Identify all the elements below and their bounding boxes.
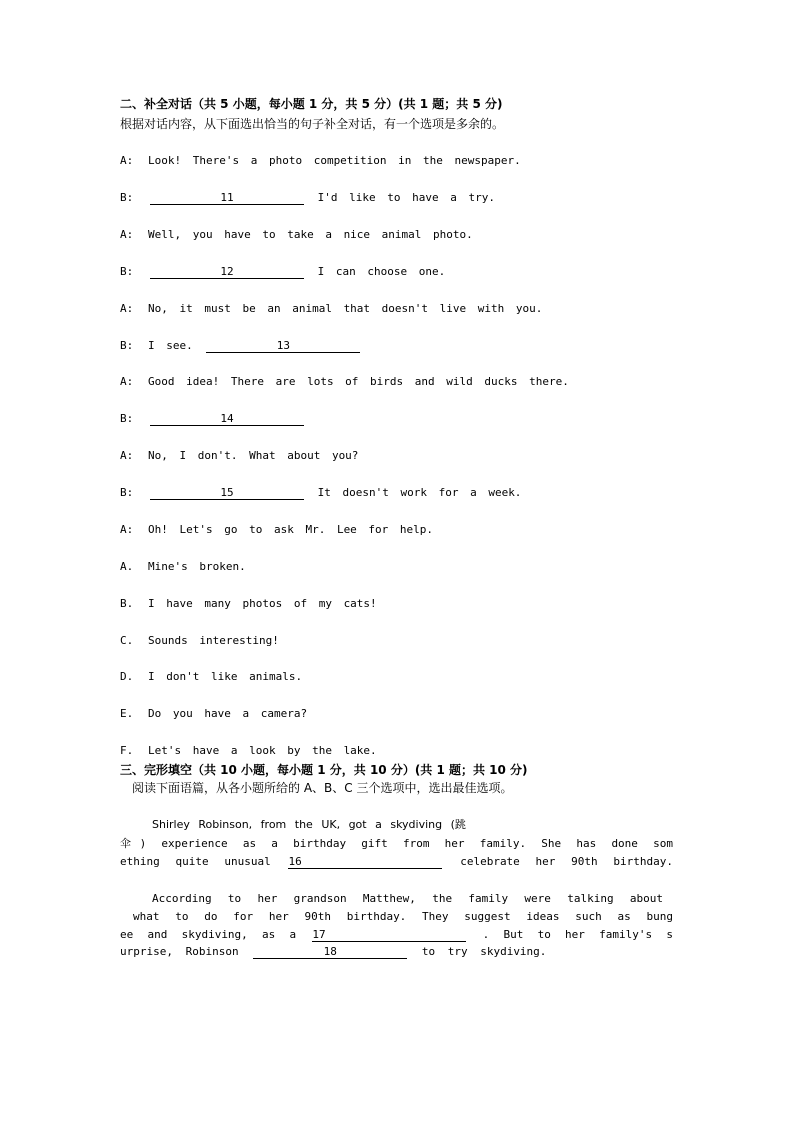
dialogue-line — [120, 338, 680, 354]
speaker-label: B: — [120, 191, 134, 204]
dialogue-line — [120, 485, 680, 501]
dialogue-line — [120, 227, 680, 243]
dialogue-text: No, I don't. What about you? — [148, 449, 359, 462]
blank-15: 15 — [150, 486, 304, 500]
dialogue-line — [120, 448, 680, 464]
option-item — [120, 596, 680, 612]
dialogue-line — [120, 374, 680, 390]
blank-14: 14 — [150, 412, 304, 426]
option-letter: C. — [120, 634, 134, 647]
passage-line: 伞) experience as a birthday gift from her family. She has done som — [120, 837, 673, 850]
option-text: I have many photos of my cats! — [148, 597, 377, 610]
dialogue-text: Look! There's a photo competition in the newspaper. — [148, 154, 521, 167]
section-3-heading: 三、完形填空（共 10 小题，每小题 1 分，共 10 分）(共 1 题；共 10 分) — [120, 763, 528, 777]
speaker-label: B: — [120, 265, 134, 278]
speaker-label: B: — [120, 339, 134, 352]
option-text: Let's have a look by the lake. — [148, 744, 377, 757]
speaker-label: A: — [120, 302, 134, 315]
speaker-label: A: — [120, 449, 134, 462]
dialogue-text: Well, you have to take a nice animal photo. — [148, 228, 473, 241]
blank-16: 16 — [288, 855, 442, 869]
option-text: Sounds interesting! — [148, 634, 279, 647]
speaker-label: A: — [120, 523, 134, 536]
option-item — [120, 669, 680, 685]
option-letter: B. — [120, 597, 134, 610]
speaker-label: B: — [120, 486, 134, 499]
section-2-instruction: 根据对话内容，从下面选出恰当的句子补全对话，有一个选项是多余的。 — [120, 117, 505, 131]
section-2-heading: 二、补全对话（共 5 小题，每小题 1 分，共 5 分）(共 1 题；共 5 分) — [120, 97, 503, 111]
dialogue-text: It doesn't work for a week. — [317, 486, 522, 499]
speaker-label: A: — [120, 154, 134, 167]
section-3-instruction: 阅读下面语篇，从各小题所给的 A、B、C 三个选项中，选出最佳选项。 — [132, 781, 513, 795]
dialogue-text: Good idea! There are lots of birds and wild ducks there. — [148, 375, 569, 388]
passage-line: what to do for her 90th birthday. They suggest ideas such as bung — [133, 910, 673, 923]
blank-17: 17 — [312, 928, 466, 942]
option-text: I don't like animals. — [148, 670, 303, 683]
passage-line: urprise, Robinson 18 to try skydiving. — [120, 945, 547, 958]
blank-12: 12 — [150, 265, 304, 279]
option-letter: D. — [120, 670, 134, 683]
option-letter: F. — [120, 744, 134, 757]
passage-line: ething quite unusual 16 celebrate her 90th birthday. — [120, 855, 674, 868]
dialogue-line — [120, 301, 680, 317]
option-letter: E. — [120, 707, 134, 720]
option-item — [120, 743, 680, 759]
option-text: Mine's broken. — [148, 560, 246, 573]
dialogue-line — [120, 190, 680, 206]
passage-line: According to her grandson Matthew, the family were talking about — [152, 892, 663, 905]
dialogue-line — [120, 264, 680, 280]
dialogue-text: I see. — [148, 339, 193, 352]
blank-18: 18 — [253, 945, 407, 959]
option-item — [120, 559, 680, 575]
dialogue-line — [120, 522, 680, 538]
option-text: Do you have a camera? — [148, 707, 308, 720]
option-letter: A. — [120, 560, 134, 573]
dialogue-text: Oh! Let's go to ask Mr. Lee for help. — [148, 523, 434, 536]
passage-line: Shirley Robinson, from the UK, got a skydiving (跳 — [152, 818, 466, 831]
dialogue-line — [120, 153, 680, 169]
blank-13: 13 — [206, 339, 360, 353]
dialogue-line — [120, 411, 680, 427]
option-item — [120, 706, 680, 722]
speaker-label: B: — [120, 412, 134, 425]
dialogue-text: No, it must be an animal that doesn't live with you. — [148, 302, 543, 315]
option-item — [120, 633, 680, 649]
dialogue-text: I'd like to have a try. — [317, 191, 495, 204]
dialogue-text: I can choose one. — [317, 265, 446, 278]
speaker-label: A: — [120, 228, 134, 241]
speaker-label: A: — [120, 375, 134, 388]
passage-line: ee and skydiving, as a 17 . But to her family's s — [120, 928, 673, 941]
blank-11: 11 — [150, 191, 304, 205]
